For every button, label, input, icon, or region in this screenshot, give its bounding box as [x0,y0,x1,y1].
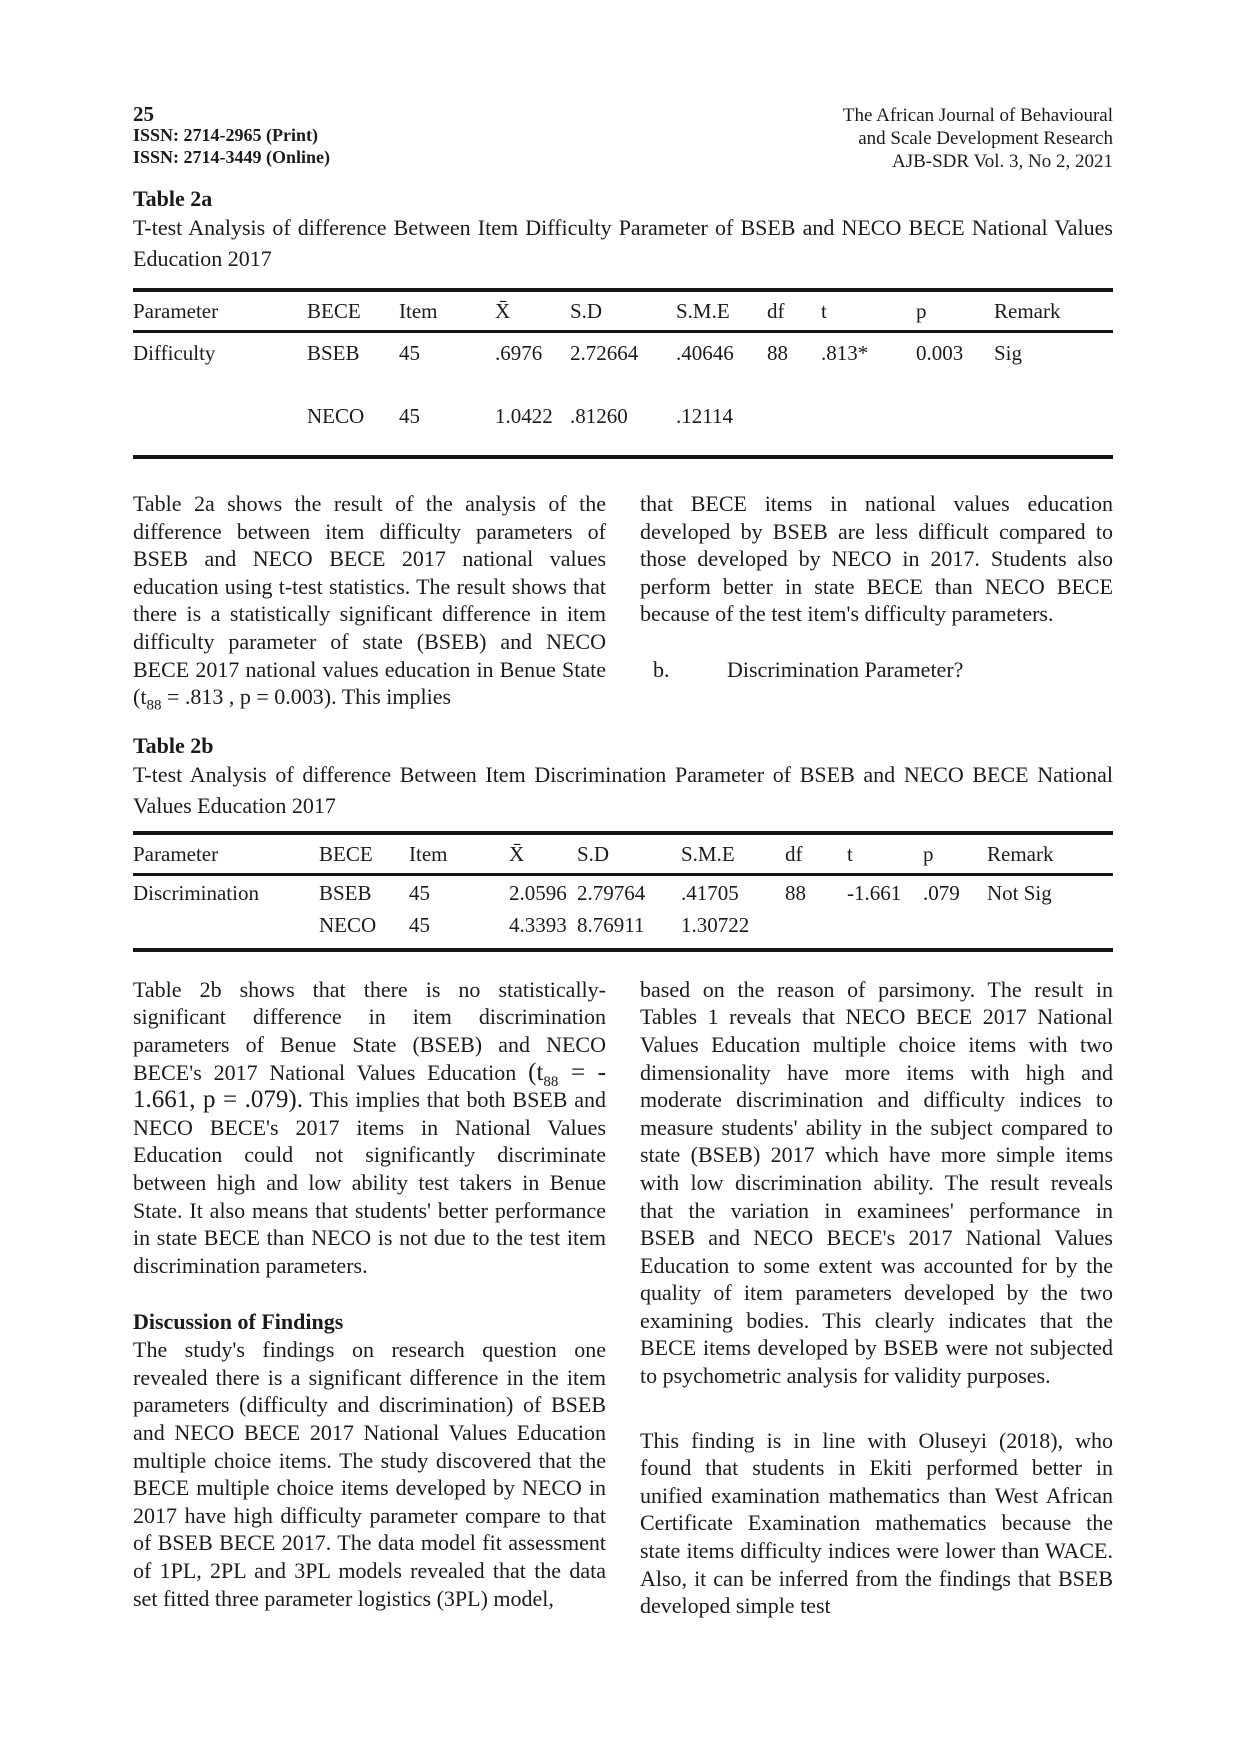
col-item: Item [409,833,509,875]
cell-df: 88 [785,880,806,905]
col-parameter: Parameter [133,833,319,875]
paragraph-text: (t [528,1058,544,1086]
list-item-b-label: b. [653,656,670,682]
col-item: Item [399,290,495,332]
paragraph-text: = - 1.661, p = .079). [133,1058,606,1114]
table-row [133,368,1113,457]
col-sme: S.M.E [676,290,767,332]
paragraph-table2b-discussion [133,976,606,1280]
col-mean: X̄ [495,290,570,332]
cell-mean: 2.0596 [509,880,567,905]
cell-t: -1.661 [847,880,902,905]
paragraph-oluseyi: This finding is in line with Oluseyi (2018), who found that students in Ekiti performed better in unified examination mathematics than West African Certificate Examination mathematics because the state items difficulty indices were lower than WACE. Also, it can be inferred from the findings that BSEB developed simple test [640,1427,1113,1619]
left-column [133,976,606,1620]
journal-volume-line: AJB-SDR Vol. 3, No 2, 2021 [891,151,1113,172]
cell-remark: Sig [994,341,1023,365]
cell-parameter: Discrimination [133,880,259,905]
cell-mean: .6976 [495,341,543,365]
cell-sd: 2.72664 [570,341,639,365]
col-sd: S.D [577,833,681,875]
cell-bece: NECO [319,912,377,937]
cell-p [916,368,994,457]
journal-name-line1: The African Journal of Behavioural [842,105,1113,126]
cell-parameter [133,908,319,950]
cell-t [847,908,923,950]
cell-item: 45 [399,404,420,428]
page-number: 25 [133,102,154,126]
cell-parameter: Difficulty [133,341,216,365]
cell-bece: NECO [307,404,365,428]
right-column [640,976,1113,1620]
cell-item: 45 [409,912,430,937]
cell-mean: 4.3393 [509,912,567,937]
journal-identity [843,104,1113,173]
table-2a [133,288,1113,459]
issn-print: ISSN: 2714-2965 (Print) [133,125,318,145]
col-df: df [767,290,821,332]
left-column [133,490,606,714]
t-subscript: 88 [543,1073,559,1090]
paragraph-text: Table 2b shows that there is no statistically-significant difference in item discrimination parameters of Benue State (BSEB) and NECO BECE's 2017 National Values Education [133,976,606,1085]
paragraph-parsimony: based on the reason of parsimony. The result in Tables 1 reveals that NECO BECE 2017 National Values Education multiple choice items with two dimensionality have more items with high and moderate discrimination and difficulty indices to measure students' ability in the subject compared to state (BSEB) 2017 which have more simple items with low discrimination ability. The result reveals that the variation in examinees' performance in BSEB and NECO BECE's 2017 National Values Education to some extent was accounted for by the quality of item parameters developed by the two examining bodies. This clearly indicates that the BECE items developed by BSEB were not subjected to psychometric analysis for validity purposes. [640,976,1113,1389]
col-remark: Remark [987,833,1113,875]
cell-p [923,908,987,950]
paragraph-table2a-discussion [133,490,606,714]
body-columns-b [133,976,1113,1620]
cell-sme: .12114 [676,404,733,428]
paragraph-findings: The study's findings on research question one revealed there is a significant difference in the item parameters (difficulty and discrimination) of BSEB and NECO BECE 2017 National Values Education multiple choice items. The study discovered that the BECE multiple choice items developed by NECO in 2017 have high difficulty parameter compare to that of BSEB BECE 2017. The data model fit assessment of 1PL, 2PL and 3PL models revealed that the data set fitted three parameter logistics (3PL) model, [133,1337,606,1611]
discussion-heading: Discussion of Findings [133,1309,344,1335]
col-p: p [916,290,994,332]
table-2a-title: Table 2a [133,186,213,211]
cell-sd: 8.76911 [577,912,645,937]
cell-bece: BSEB [319,880,372,905]
paragraph-text: Table 2a shows the result of the analysis of the difference between item difficulty parameters of BSEB and NECO BECE 2017 national values education using t-test statistics. The result shows that there is a statistically significant difference in item difficulty parameter of state (BSEB) and NECO BECE 2017 national values education in Benue State (t [133,491,606,710]
col-mean: X̄ [509,833,577,875]
col-bece: BECE [319,833,409,875]
col-parameter: Parameter [133,290,307,332]
cell-remark [987,908,1113,950]
paragraph-text: = .813 , p = 0.003). This implies [161,684,452,710]
cell-sme: 1.30722 [681,912,750,937]
paragraph-text: This implies that both BSEB and NECO BECE's 2017 items in National Values Education could not significantly discriminate between high and low ability test takers in Benue State. It also means that students' better performance in state BECE than NECO is not due to the test item discrimination parameters. [133,1087,606,1278]
cell-sme: .41705 [681,880,739,905]
cell-item: 45 [409,880,430,905]
col-remark: Remark [994,290,1113,332]
cell-sme: .40646 [676,341,734,365]
col-sd: S.D [570,290,676,332]
table-row [133,908,1113,950]
paragraph-table2a-implication: that BECE items in national values education developed by BSEB are less difficult compared to those developed by NECO in 2017. Students also perform better in state BECE than NECO BECE because of the test item's difficulty parameters. [640,491,1113,627]
right-column [640,490,1113,711]
cell-df [785,908,847,950]
page-header [133,104,1113,173]
cell-item: 45 [399,341,420,365]
cell-t [821,368,916,457]
col-sme: S.M.E [681,833,785,875]
cell-sd: 2.79764 [577,880,646,905]
cell-remark [994,368,1113,457]
cell-t: .813* [821,341,869,365]
cell-sd: .81260 [570,404,628,428]
cell-p: 0.003 [916,341,964,365]
table-row [133,332,1113,369]
header-left [133,104,330,168]
cell-p: .079 [923,880,960,905]
col-p: p [923,833,987,875]
issn-online: ISSN: 2714-3449 (Online) [133,147,331,167]
col-df: df [785,833,847,875]
col-t: t [847,833,923,875]
table-row [133,874,1113,908]
table-2b-caption: T-test Analysis of difference Between Item Discrimination Parameter of BSEB and NECO BECE National Values Education 2017 [133,761,1113,818]
cell-parameter [133,368,307,457]
table-2b-title: Table 2b [133,732,214,758]
col-bece: BECE [307,290,399,332]
body-columns-a [133,490,1113,714]
cell-mean: 1.0422 [495,404,553,428]
cell-remark: Not Sig [987,880,1052,905]
journal-name-line2: and Scale Development Research [858,128,1113,149]
cell-df: 88 [767,341,788,365]
col-t: t [821,290,916,332]
list-item-b [640,657,1113,683]
t-subscript: 88 [146,697,162,714]
table-2b [133,831,1113,952]
table-2b-header-row [133,833,1113,875]
cell-bece: BSEB [307,341,360,365]
table-2a-caption: T-test Analysis of difference Between Item Difficulty Parameter of BSEB and NECO BECE National Values Education 2017 [133,215,1113,271]
table-2a-header-row [133,290,1113,332]
list-item-b-text: Discrimination Parameter? [727,656,964,682]
cell-df [767,368,821,457]
